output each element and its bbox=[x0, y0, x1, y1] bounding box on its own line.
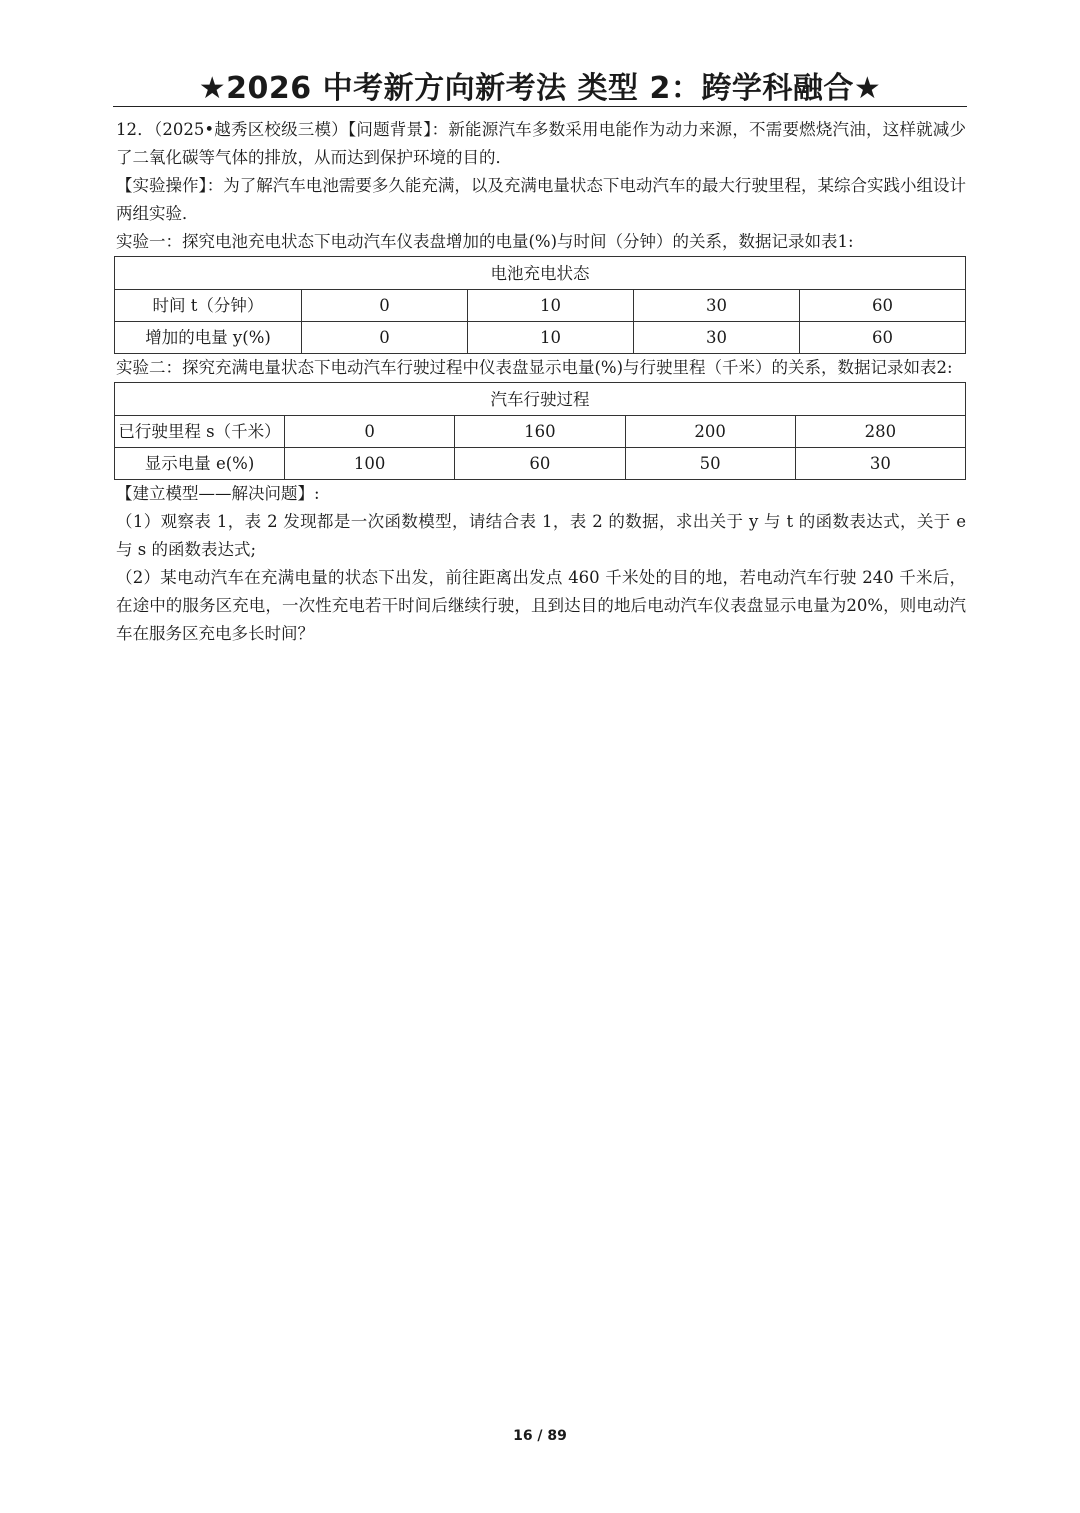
experiment-operation: 【实验操作】：为了解汽车电池需要多久能充满，以及充满电量状态下电动汽车的最大行驶里程，某综合实践小组设计两组实验． bbox=[116, 176, 966, 223]
table-2-caption: 汽车行驶过程 bbox=[115, 383, 966, 416]
problem-body bbox=[116, 116, 966, 648]
problem-intro: 12．（2025•越秀区校级三模）【问题背景】：新能源汽车多数采用电能作为动力来源，不需要燃烧汽油，这样就减少了二氧化碳等气体的排放，从而达到保护环境的目的． bbox=[116, 120, 966, 167]
table-cell: 50 bbox=[625, 448, 795, 480]
table-cell: 10 bbox=[468, 322, 634, 354]
table-cell: 30 bbox=[634, 290, 800, 322]
row-header-time: 时间 t（分钟） bbox=[115, 290, 302, 322]
table-cell: 280 bbox=[795, 416, 965, 448]
table-row bbox=[115, 448, 966, 480]
header-divider bbox=[113, 106, 967, 107]
table-2 bbox=[114, 382, 966, 480]
page-number: 16 / 89 bbox=[513, 1428, 567, 1444]
table-cell: 10 bbox=[468, 290, 634, 322]
table-cell: 60 bbox=[455, 448, 625, 480]
table-cell: 200 bbox=[625, 416, 795, 448]
table-cell: 0 bbox=[302, 290, 468, 322]
row-header-charge: 增加的电量 y(%) bbox=[115, 322, 302, 354]
row-header-display-charge: 显示电量 e(%) bbox=[115, 448, 285, 480]
table-1 bbox=[114, 256, 966, 354]
table-cell: 30 bbox=[795, 448, 965, 480]
table-cell: 60 bbox=[800, 322, 966, 354]
table-cell: 30 bbox=[634, 322, 800, 354]
experiment-one-text: 实验一：探究电池充电状态下电动汽车仪表盘增加的电量(%)与时间（分钟）的关系，数据记录如表1: bbox=[116, 232, 854, 251]
page-title: ★2026 中考新方向新考法 类型 2：跨学科融合★ bbox=[198, 71, 882, 106]
table-row bbox=[115, 322, 966, 354]
table-cell: 160 bbox=[455, 416, 625, 448]
table-row bbox=[115, 290, 966, 322]
experiment-two-text: 实验二：探究充满电量状态下电动汽车行驶过程中仪表盘显示电量(%)与行驶里程（千米）的关系，数据记录如表2: bbox=[116, 358, 953, 377]
question-2: （2）某电动汽车在充满电量的状态下出发，前往距离出发点 460 千米处的目的地，若电动汽车行驶 240 千米后，在途中的服务区充电，一次性充电若干时间后继续行驶，且到达目的地后电动汽车仪表盘显示电量为20%，则电动汽车在服务区充电多长时间？ bbox=[116, 568, 966, 643]
row-header-distance: 已行驶里程 s（千米） bbox=[115, 416, 285, 448]
model-heading: 【建立模型——解决问题】: bbox=[116, 484, 320, 503]
table-cell: 100 bbox=[285, 448, 455, 480]
table-cell: 0 bbox=[285, 416, 455, 448]
table-cell: 60 bbox=[800, 290, 966, 322]
question-1: （1）观察表 1，表 2 发现都是一次函数模型，请结合表 1，表 2 的数据，求出关于 y 与 t 的函数表达式，关于 e 与 s 的函数表达式; bbox=[116, 512, 966, 559]
table-cell: 0 bbox=[302, 322, 468, 354]
table-1-caption: 电池充电状态 bbox=[115, 257, 966, 290]
table-row bbox=[115, 416, 966, 448]
